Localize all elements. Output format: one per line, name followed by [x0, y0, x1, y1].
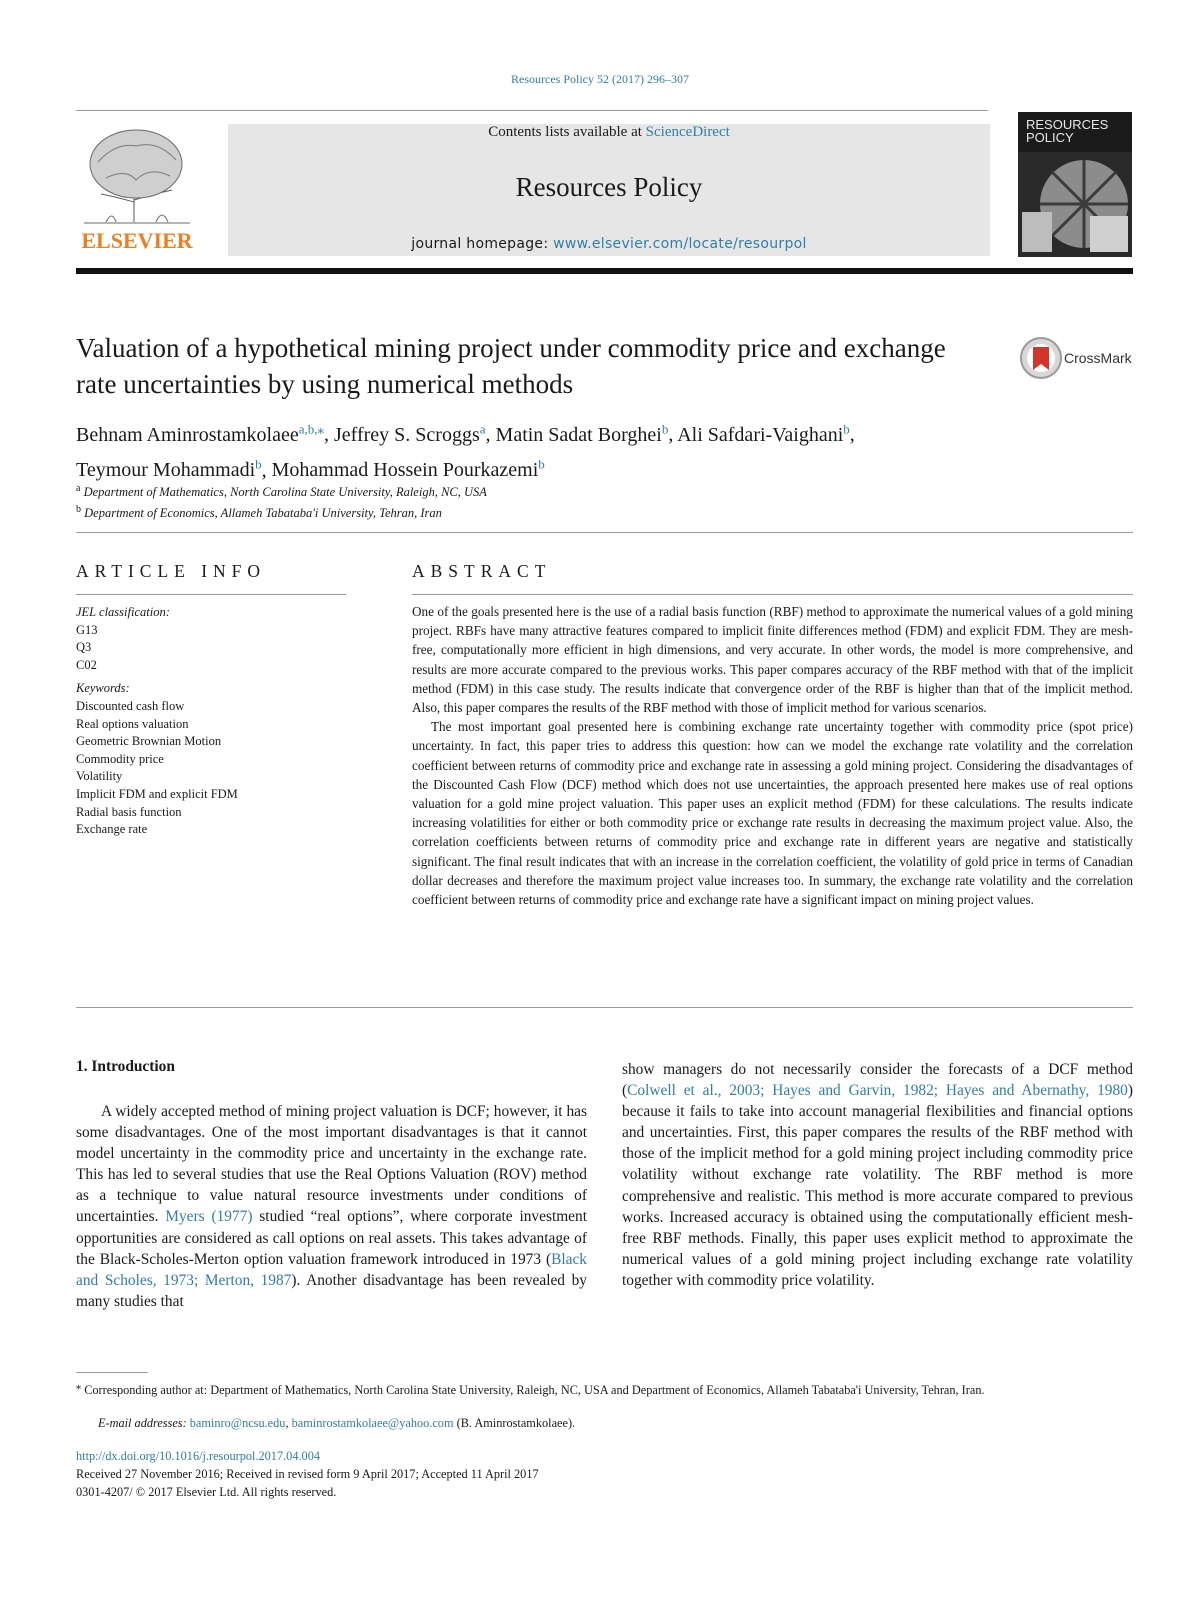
- author-affiliation-mark[interactable]: b: [538, 456, 545, 472]
- body-column-right: [622, 1059, 1133, 1291]
- received-dates: Received 27 November 2016; Received in revised form 9 April 2017; Accepted 11 April 2017: [76, 1467, 539, 1481]
- keyword-item: Discounted cash flow: [76, 698, 185, 713]
- author-affiliation-mark[interactable]: b: [255, 456, 262, 472]
- issn-copyright: 0301-4207/ © 2017 Elsevier Ltd. All rights reserved.: [76, 1485, 337, 1499]
- author-name[interactable]: Teymour Mohammadi$^b$: [76, 456, 262, 482]
- doi-link[interactable]: http://dx.doi.org/10.1016/j.resourpol.2017.04.004: [76, 1449, 320, 1463]
- journal-name: Resources Policy: [515, 172, 703, 202]
- introduction-heading: 1. Introduction: [76, 1058, 175, 1075]
- citation-link-colwell[interactable]: Colwell et al., 2003; Hayes and Garvin, 1982; Hayes and Abernathy, 1980: [627, 1082, 1128, 1100]
- author-affiliation-mark[interactable]: b: [661, 421, 669, 436]
- author-name[interactable]: Behnam Aminrostamkolaee$^{a,b,⁎}$: [76, 421, 325, 446]
- keywords-list: [76, 698, 346, 839]
- homepage-prefix: journal homepage:: [411, 236, 554, 252]
- jel-code: G13: [76, 622, 98, 637]
- abstract-end-divider: [76, 1007, 1133, 1008]
- article-info-panel: [76, 604, 346, 839]
- jel-code: C02: [76, 657, 97, 672]
- affiliation-divider: [76, 532, 1133, 533]
- keyword-item: Exchange rate: [76, 822, 148, 837]
- author-name[interactable]: Jeffrey S. Scroggs$^a$: [334, 421, 486, 446]
- journal-reference-link[interactable]: Resources Policy 52 (2017) 296–307: [511, 72, 689, 86]
- citation-link-myers[interactable]: Myers (1977): [165, 1208, 253, 1226]
- author-affiliation-mark[interactable]: a: [479, 421, 486, 436]
- author-affiliation-mark[interactable]: a,b,⁎: [298, 421, 325, 436]
- keyword-item: Real options valuation: [76, 716, 189, 731]
- journal-cover-thumbnail[interactable]: [1018, 112, 1132, 257]
- crossmark-label[interactable]: CrossMark: [1064, 350, 1132, 366]
- journal-homepage-line: [228, 236, 990, 252]
- jel-code: Q3: [76, 640, 92, 655]
- footnote-divider: [76, 1372, 148, 1373]
- keywords-label: Keywords:: [76, 681, 130, 696]
- corresponding-author-note: ⁎ Corresponding author at: Department of Mathematics, North Carolina State University, Raleigh, NC, USA and Department of Economics, Allameh Tabataba'i University, Tehran, Iran.: [76, 1381, 985, 1398]
- crossmark-icon[interactable]: [1019, 334, 1065, 382]
- jel-label: JEL classification:: [76, 605, 170, 619]
- author-name[interactable]: Matin Sadat Borghei$^b$: [495, 421, 669, 446]
- author-affiliation-mark[interactable]: b: [843, 421, 850, 436]
- body-column-left: [76, 1101, 587, 1312]
- contents-prefix: Contents lists available at: [488, 124, 646, 140]
- jel-codes: [76, 622, 346, 675]
- author-name[interactable]: Ali Safdari-Vaighani$^b$: [677, 421, 850, 446]
- affiliations: [76, 480, 487, 522]
- header-divider: [76, 110, 988, 111]
- article-title: Valuation of a hypothetical mining project under commodity price and exchange rate uncertainties by using numerical methods: [76, 333, 946, 399]
- cover-title: RESOURCES POLICY: [1026, 117, 1109, 145]
- email-link-ncsu[interactable]: baminro@ncsu.edu: [189, 1416, 286, 1430]
- author-name[interactable]: Mohammad Hossein Pourkazemi$^b$: [271, 456, 545, 482]
- email-link-yahoo[interactable]: baminrostamkolaee@yahoo.com: [291, 1416, 454, 1430]
- contents-available-line: [228, 124, 990, 141]
- abstract-paragraph-1: One of the goals presented here is the use of a radial basis function (RBF) method to approximate the numerical values of a gold mining project. RBFs have many attractive features compared to implicit finite differences method (FDM) and explicit FDM. They are mesh-free, computationally more efficient in high dimensions, and very accurate. In other words, the model is more comprehensive, and results are more accurate compared to the previous works. This paper compares accuracy of the RBF method with that of the implicit method (FDM) in this case study. The results indicate that convergence order of the RBF is higher than that of the implicit method. Also, this paper compares the results of the RBF method with those of implicit method for various scenarios.: [412, 604, 1133, 716]
- keyword-item: Implicit FDM and explicit FDM: [76, 786, 238, 801]
- elsevier-logo: [76, 122, 198, 256]
- publisher-wordmark: ELSEVIER: [81, 228, 193, 253]
- keyword-item: Geometric Brownian Motion: [76, 734, 222, 749]
- keyword-item: Commodity price: [76, 751, 164, 766]
- sciencedirect-link[interactable]: ScienceDirect: [645, 124, 730, 140]
- email-addresses: E-mail addresses: baminro@ncsu.edu, baminrostamkolaee@yahoo.com (B. Aminrostamkolaee).: [98, 1416, 576, 1430]
- keyword-item: Volatility: [76, 769, 123, 784]
- affiliation-b: $^b$ Department of Economics, Allameh Tabataba'i University, Tehran, Iran: [76, 504, 442, 521]
- article-info-heading: ARTICLE INFO: [76, 561, 267, 581]
- tree-of-knowledge-icon: [84, 130, 190, 223]
- citation-link-black-scholes[interactable]: Black and Scholes, 1973; Merton, 1987: [76, 1250, 587, 1289]
- intro-paragraph-1: A widely accepted method of mining project valuation is DCF; however, it has some disadvantages. One of the most important disadvantages is that it cannot model uncertainty in the commodity price and uncertainty in the exchange rate. This has led to several studies that use the Real Options Valuation (ROV) method as a technique to value natural resource investments under conditions of uncertainties. Myers (1977) studied “real options”, where corporate investment opportunities are considered as call options on real assets. This takes advantage of the Black-Scholes-Merton option valuation framework introduced in 1973 (Black and Scholes, 1973; Merton, 1987). Another disadvantage has been revealed by many studies that: [76, 1103, 587, 1310]
- homepage-link[interactable]: www.elsevier.com/locate/resourpol: [553, 236, 807, 252]
- abstract-divider: [412, 594, 1133, 595]
- affiliation-a: $^a$ Department of Mathematics, North Carolina State University, Raleigh, NC, USA: [76, 483, 487, 500]
- author-list: Behnam Aminrostamkolaee$^{a,b,⁎}$, Jeffrey S. Scroggs$^a$, Matin Sadat Borghei$^b$, Ali Safdari-Vaighani$^b$, Teymour Mohammadi$^b$, Mohammad Hossein Pourkazemi$^b$: [76, 421, 855, 482]
- article-info-divider: [76, 594, 346, 595]
- abstract-heading: ABSTRACT: [412, 561, 552, 581]
- footnote-star: ⁎: [76, 1381, 82, 1392]
- header-thick-divider: [76, 268, 1133, 274]
- abstract-body: [412, 602, 1133, 909]
- cover-collage-image: [1018, 152, 1132, 257]
- abstract-paragraph-2: The most important goal presented here is combining exchange rate uncertainty together with commodity price (spot price) uncertainty. In fact, this paper tries to address this question: how can we model the exchange rate volatility and the correlation coefficient between returns of commodity price and exchange rate in assessing a gold mining project. Considering the disadvantages of the Discounted Cash Flow (DCF) method which does not use uncertainties, the approach presented here makes use of real options valuation for a gold mine project valuation. This paper uses an explicit method (FDM) for these calculations. The results indicate increasing volatilities for either or both commodity price or exchange rate results in decreasing the maximum project value. Also, the correlation coefficients between returns of commodity price and exchange rate in different years are negative and statistically significant. The final result indicates that with an increase in the correlation coefficient, the volatility of gold price in terms of Canadian dollar decreases and therefore the maximum project value increases too. In summary, the exchange rate volatility and the correlation coefficient between returns of commodity price and exchange rate have a significant impact on mining project values.: [412, 719, 1133, 908]
- intro-paragraph-continued: show managers do not necessarily consider the forecasts of a DCF method (Colwell et al., 2003; Hayes and Garvin, 1982; Hayes and Abernathy, 1980) because it fails to take into account managerial flexibilities and financial options and uncertainties. First, this paper compares the results of the RBF method with those of the implicit method for a gold mining project including commodity price volatility without exchange rate volatility. The RBF method is more comprehensive and realistic. This method is more accurate compared to previous works. Increased accuracy is obtained using the computationally efficient mesh-free RBF methods. Finally, this paper uses explicit method to approximate the numerical values of a gold mining project including exchange rate volatility together with commodity price volatility.: [622, 1061, 1133, 1289]
- keyword-item: Radial basis function: [76, 804, 182, 819]
